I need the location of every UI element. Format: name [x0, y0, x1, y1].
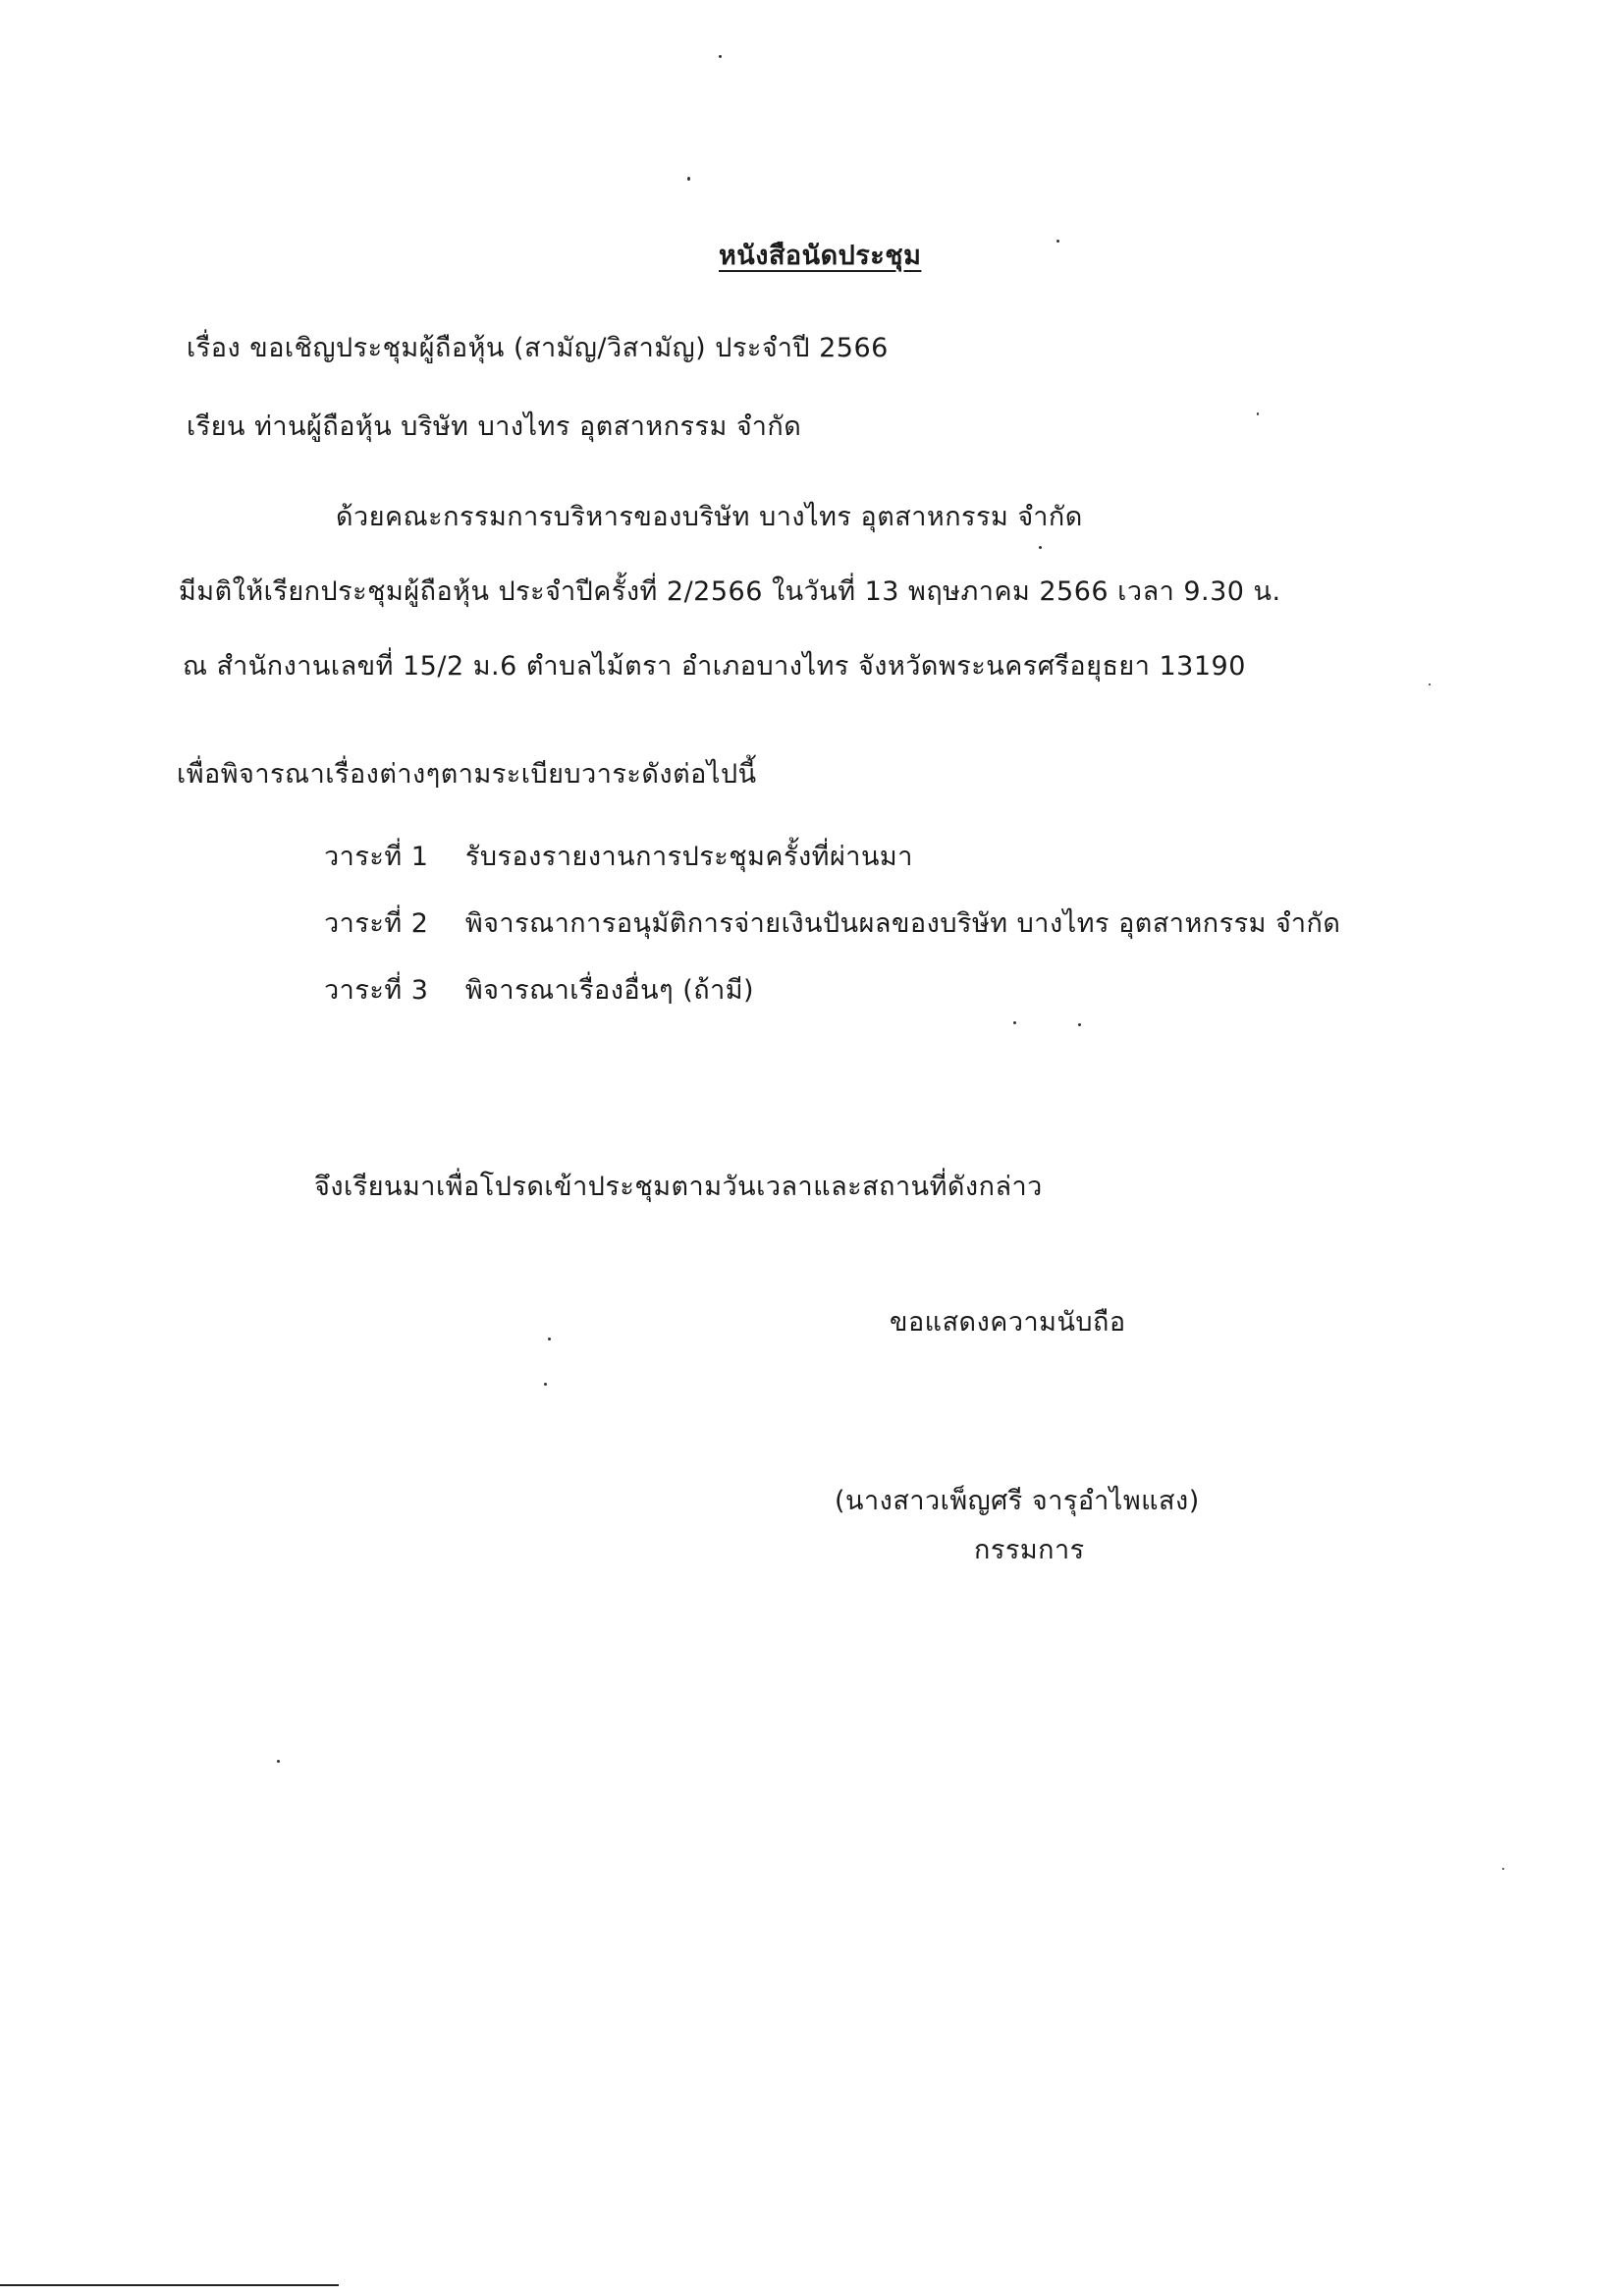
- scan-speck: [544, 1383, 547, 1386]
- agenda-item-text: รับรองรายงานการประชุมครั้งที่ผ่านมา: [464, 842, 913, 872]
- document-title: หนังสือนัดประชุม: [719, 241, 922, 271]
- subject-label: เรื่อง: [187, 333, 242, 363]
- agenda-item: [324, 841, 913, 874]
- scan-speck: [1013, 1021, 1016, 1024]
- scan-speck: [719, 55, 722, 58]
- agenda-item-text: พิจารณาเรื่องอื่นๆ (ถ้ามี): [464, 975, 755, 1006]
- agenda-item-label: วาระที่: [324, 842, 403, 872]
- bottom-edge-line: [0, 2284, 339, 2286]
- recipient-text: ท่านผู้ถือหุ้น บริษัท บางไทร อุตสาหกรรม จำกัด: [254, 411, 802, 442]
- scan-speck: [1056, 240, 1059, 243]
- body-line-2: มีมติให้เรียกประชุมผู้ถือหุ้น ประจำปีครั้งที่ 2/2566 ในวันที่ 13 พฤษภาคม 2566 เวลา 9.30 น.: [179, 576, 1281, 607]
- scan-speck: [1078, 1023, 1081, 1026]
- agenda-item-number: 1: [410, 842, 429, 872]
- closing-statement: จึงเรียนมาเพื่อโปรดเข้าประชุมตามวันเวลาและสถานที่ดังกล่าว: [314, 1172, 1043, 1202]
- regards: ขอแสดงความนับถือ: [890, 1307, 1126, 1338]
- subject-line: [187, 332, 889, 365]
- scan-speck: [1257, 412, 1259, 415]
- scan-speck: [1429, 683, 1431, 685]
- scan-speck: [1039, 546, 1042, 549]
- subject-text: ขอเชิญประชุมผู้ถือหุ้น (สามัญ/วิสามัญ) ประจำปี 2566: [249, 333, 889, 363]
- agenda-intro: เพื่อพิจารณาเรื่องต่างๆตามระเบียบวาระดังต่อไปนี้: [177, 759, 757, 790]
- scan-speck: [687, 177, 690, 181]
- recipient-line: [187, 410, 801, 444]
- scan-speck: [277, 1760, 280, 1763]
- agenda-item-label: วาระที่: [324, 975, 403, 1006]
- recipient-label: เรียน: [187, 411, 246, 442]
- agenda-item: [324, 907, 1340, 941]
- signatory-position: กรรมการ: [974, 1535, 1085, 1565]
- scan-speck: [548, 1338, 551, 1340]
- agenda-item-number: 3: [410, 975, 429, 1006]
- signatory-name: (นางสาวเพ็ญศรี จารุอำไพแสง): [835, 1486, 1200, 1516]
- body-line-3: ณ สำนักงานเลขที่ 15/2 ม.6 ตำบลไม้ตรา อำเภอบางไทร จังหวัดพระนครศรีอยุธยา 13190: [183, 651, 1246, 682]
- scan-speck: [1502, 1868, 1504, 1870]
- agenda-item-label: วาระที่: [324, 908, 403, 939]
- agenda-item-number: 2: [410, 908, 429, 939]
- agenda-item: [324, 974, 754, 1008]
- agenda-item-text: พิจารณาการอนุมัติการจ่ายเงินปันผลของบริษัท บางไทร อุตสาหกรรม จำกัด: [464, 908, 1341, 939]
- body-line-1: ด้วยคณะกรรมการบริหารของบริษัท บางไทร อุตสาหกรรม จำกัด: [336, 502, 1083, 532]
